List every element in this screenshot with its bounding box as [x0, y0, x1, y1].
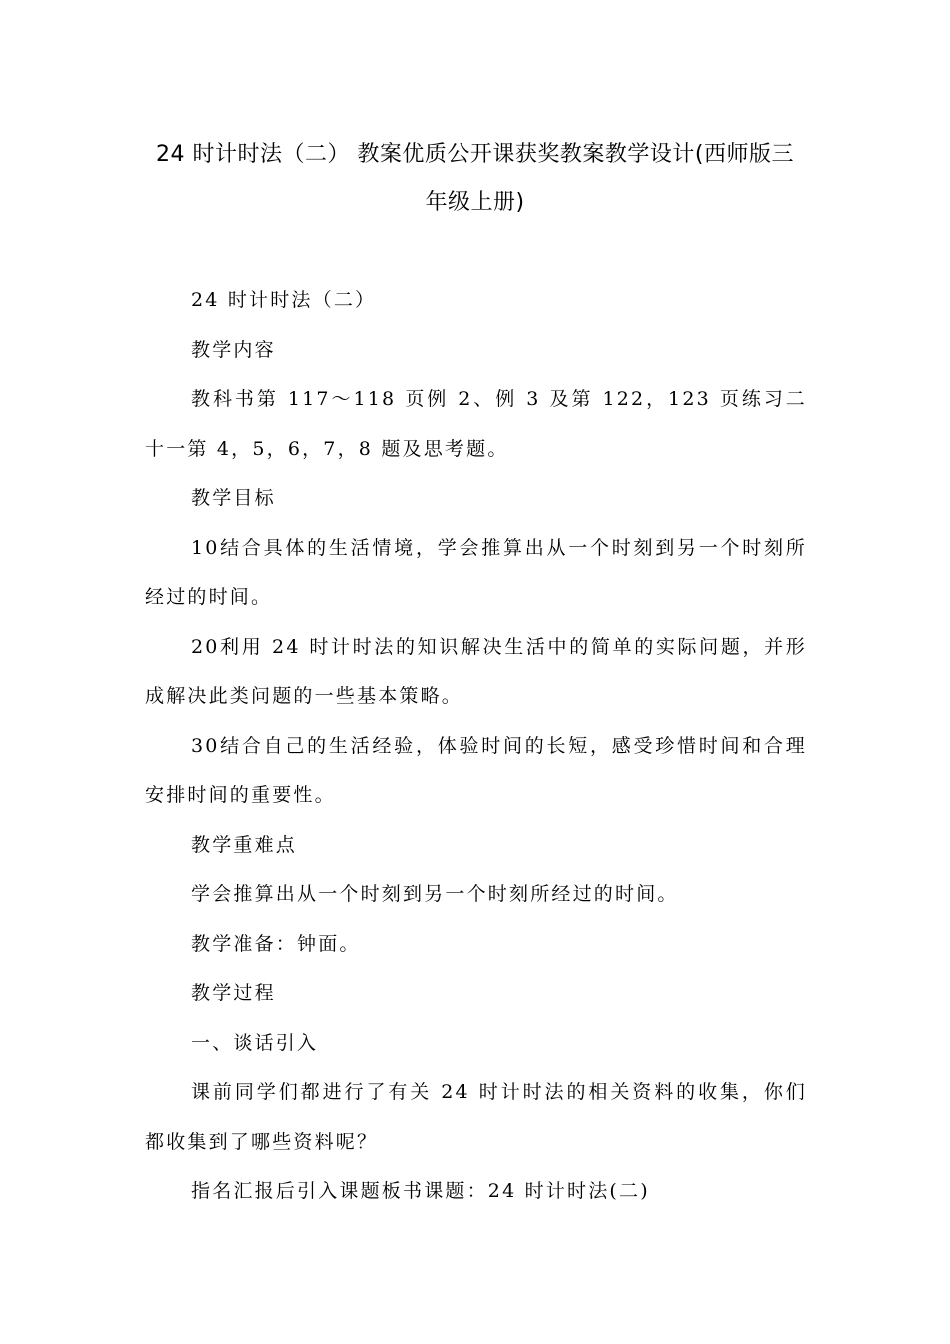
section-heading-content: 教学内容	[191, 338, 276, 361]
goal-item-1: 10结合具体的生活情境，学会推算出从一个时刻到另一个时刻所经过的时间。	[145, 536, 807, 608]
process-paragraph-2: 指名汇报后引入课题板书课题：24 时计时法(二)	[191, 1180, 650, 1202]
preparation-paragraph: 教学准备：钟面。	[191, 932, 361, 955]
document-title: 24 时计时法（二） 教案优质公开课获奖教案教学设计(西师版三年级上册)	[155, 142, 795, 215]
process-step-heading: 一、谈话引入	[191, 1031, 319, 1054]
section-heading-goals: 教学目标	[191, 487, 276, 509]
lesson-heading: 24 时计时法（二）	[191, 289, 377, 311]
section-heading-key-points: 教学重难点	[191, 833, 298, 856]
document-body	[145, 276, 807, 1217]
goal-item-3: 30结合自己的生活经验，体验时间的长短，感受珍惜时间和合理安排时间的重要性。	[145, 734, 807, 806]
content-paragraph: 教科书第 117～118 页例 2、例 3 及第 122，123 页练习二十一第 4，5，6，7，8 题及思考题。	[145, 388, 807, 460]
section-heading-process: 教学过程	[191, 982, 276, 1004]
key-points-paragraph: 学会推算出从一个时刻到另一个时刻所经过的时间。	[191, 883, 679, 905]
goal-item-2: 20利用 24 时计时法的知识解决生活中的简单的实际问题，并形成解决此类问题的一些基本策略。	[145, 635, 807, 707]
process-paragraph-1: 课前同学们都进行了有关 24 时计时法的相关资料的收集，你们都收集到了哪些资料呢？	[145, 1081, 807, 1153]
